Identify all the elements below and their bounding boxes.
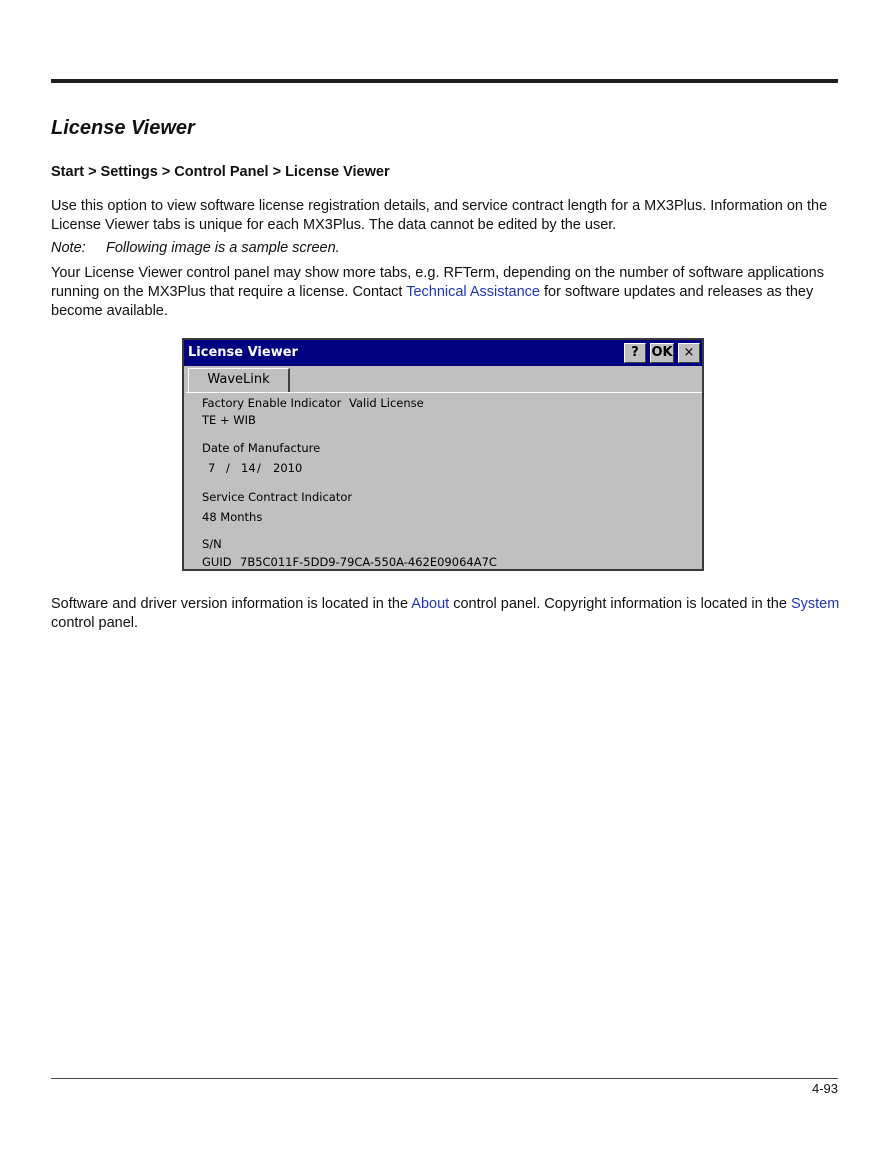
version-info-paragraph xyxy=(51,595,841,633)
tab-strip xyxy=(186,368,702,393)
system-link[interactable]: System xyxy=(790,596,840,612)
about-link[interactable]: About xyxy=(411,596,450,612)
technical-assistance-link[interactable]: Technical Assistance xyxy=(406,284,540,300)
date-of-manufacture-label: Date of Manufacture xyxy=(202,441,321,455)
license-viewer-screenshot xyxy=(182,338,704,571)
tabs-paragraph-text: Your License Viewer control panel may show more tabs, e.g. RFTerm, depending on the number of software applications running on the MX3Plus that require a license. Contact xyxy=(51,265,824,300)
close-icon[interactable]: × xyxy=(678,343,700,363)
page-number: 4-93 xyxy=(811,1081,838,1096)
date-year: 2010 xyxy=(273,461,303,475)
service-contract-value: 48 Months xyxy=(202,510,263,524)
version-info-text: Software and driver version information is located in the xyxy=(51,596,412,612)
page-title: License Viewer xyxy=(51,117,195,139)
date-day: 14 xyxy=(241,461,256,475)
date-separator: / xyxy=(226,461,230,475)
note xyxy=(51,240,340,256)
note-text: Following image is a sample screen. xyxy=(106,240,340,256)
tab-wavelink[interactable]: WaveLink xyxy=(188,368,290,392)
service-contract-label: Service Contract Indicator xyxy=(202,490,353,504)
ok-button[interactable]: OK xyxy=(650,343,674,363)
version-info-text-mid: control panel. Copyright information is located in the xyxy=(449,596,791,612)
guid-value: 7B5C011F-5DD9-79CA-550A-462E09064A7C xyxy=(240,555,497,569)
note-label: Note: xyxy=(51,240,86,256)
factory-enable-status: Valid License xyxy=(349,396,424,410)
help-button[interactable]: ? xyxy=(624,343,646,363)
factory-enable-value: TE + WIB xyxy=(202,413,256,427)
serial-number-label: S/N xyxy=(202,537,222,551)
version-info-text-end: control panel. xyxy=(51,615,139,631)
window-titlebar xyxy=(184,340,702,366)
tabs-paragraph xyxy=(51,264,841,321)
intro-paragraph: Use this option to view software license registration details, and service contract length for a MX3Plus. Information on the License Viewer tabs is unique for each MX3Plus. The data cannot be edited by the user. xyxy=(51,198,828,233)
tab-divider xyxy=(703,368,704,392)
window-title: License Viewer xyxy=(188,345,298,360)
date-month: 7 xyxy=(208,461,216,475)
guid-label: GUID xyxy=(202,555,232,569)
breadcrumb: Start > Settings > Control Panel > License Viewer xyxy=(51,164,390,180)
factory-enable-label: Factory Enable Indicator xyxy=(202,396,342,410)
tabs-paragraph-text-end: for software updates and releases as they become available. xyxy=(51,284,814,319)
bottom-rule xyxy=(51,1078,838,1079)
top-rule xyxy=(51,79,838,83)
date-separator: / xyxy=(257,461,261,475)
